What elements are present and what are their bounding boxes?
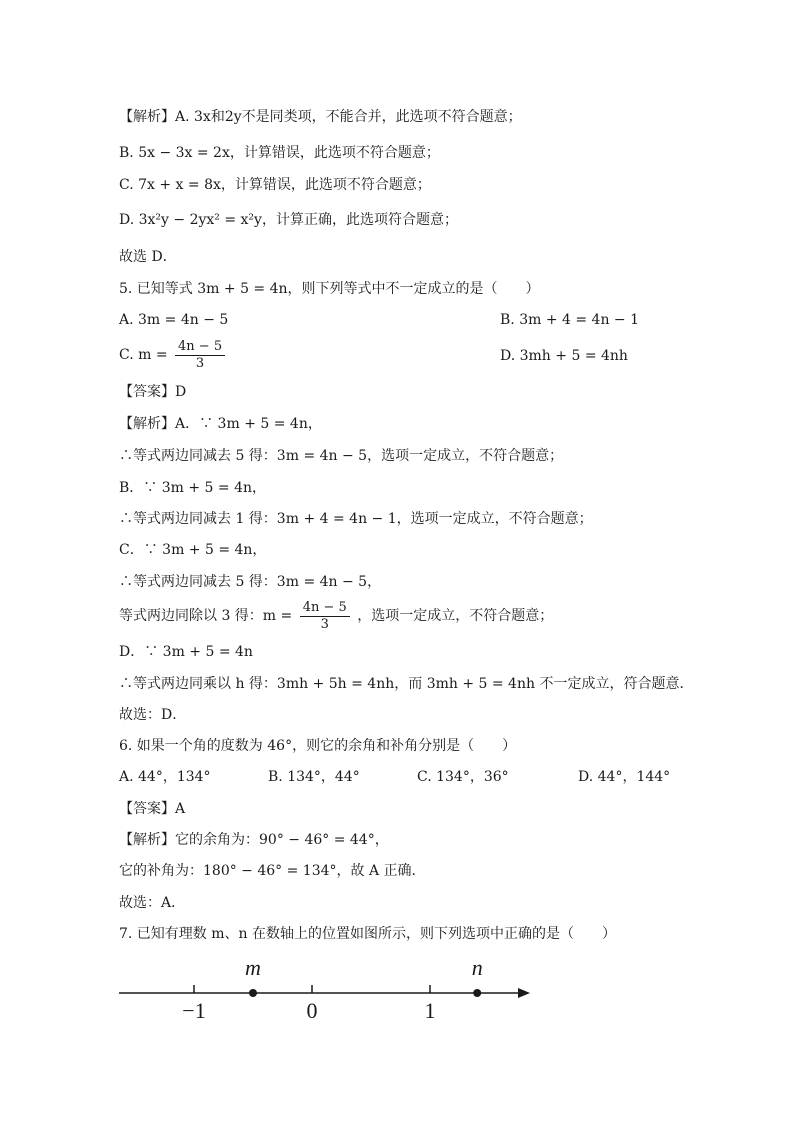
q6-option-b: B. 134°，44° (268, 769, 360, 785)
question-7-text: 7. 已知有理数 m、n 在数轴上的位置如图所示，则下列选项中正确的是（ ） (119, 926, 616, 942)
q5-solution-line-2: ∴等式两边同减去 5 得：3m = 4n − 5，选项一定成立，不符合题意； (119, 448, 564, 464)
q6-solution-line-1: 【解析】它的余角为：90° − 46° = 44°， (119, 832, 389, 848)
point-label-m: m (245, 955, 261, 980)
q5-solution-line-8: D．∵ 3m + 5 = 4n (119, 644, 253, 660)
q5-option-a: A. 3m = 4n − 5 (119, 312, 229, 328)
q5-solution-line-9: ∴等式两边同乘以 h 得：3mh + 5h = 4nh，而 3mh + 5 = 4nh 不一定成立，符合题意． (119, 676, 694, 692)
q5-answer: 【答案】D (119, 384, 187, 400)
q5-option-c-fraction (175, 339, 225, 372)
solution-analysis-d: D. 3x²y − 2yx² = x²y，计算正确，此选项符合题意； (119, 212, 458, 228)
q6-option-c: C. 134°，36° (417, 769, 509, 785)
q5-option-c-prefix: C. m = (119, 347, 168, 363)
fraction-denominator: 3 (320, 616, 329, 632)
solution-analysis-c: C. 7x + x = 8x，计算错误，此选项不符合题意； (119, 177, 431, 193)
q5-solution-line-10: 故选：D． (119, 707, 187, 723)
tick-label-minus-one: −1 (182, 998, 206, 1023)
question-6-text: 6. 如果一个角的度数为 46°，则它的余角和补角分别是（ ） (119, 738, 517, 754)
solution-analysis-a: 【解析】A. 3x和2y不是同类项，不能合并，此选项不符合题意； (119, 109, 522, 125)
point-label-n: n (471, 955, 483, 980)
q5-solution-line-6: ∴等式两边同减去 5 得：3m = 4n − 5， (119, 574, 382, 590)
axis-arrow-icon (518, 988, 530, 998)
q5-s7-suffix: ，选项一定成立，不符合题意； (357, 608, 554, 624)
q5-option-d: D. 3mh + 5 = 4nh (500, 348, 628, 364)
q5-solution-line-3: B．∵ 3m + 5 = 4n， (119, 480, 267, 496)
q5-solution-line-5: C．∵ 3m + 5 = 4n， (119, 542, 267, 558)
point-m (249, 989, 257, 997)
q6-solution-line-2: 它的补角为：180° − 46° = 134°，故 A 正确． (119, 863, 426, 879)
fraction-numerator: 4n − 5 (300, 600, 350, 617)
solution-analysis-b: B. 5x − 3x = 2x，计算错误，此选项不符合题意； (119, 145, 440, 161)
q6-answer: 【答案】A (119, 801, 186, 817)
q5-option-c (119, 337, 228, 373)
number-line-figure (0, 955, 794, 1035)
q6-option-a: A. 44°，134° (119, 769, 211, 785)
q5-solution-line-7 (119, 598, 553, 634)
tick-label-zero: 0 (306, 998, 318, 1023)
q6-option-d: D. 44°，144° (578, 769, 671, 785)
q5-solution-line-1: 【解析】A．∵ 3m + 5 = 4n， (119, 416, 322, 432)
tick-label-one: 1 (424, 998, 436, 1023)
question-5-text: 5. 已知等式 3m + 5 = 4n，则下列等式中不一定成立的是（ ） (119, 281, 540, 297)
q5-s7-fraction (300, 600, 350, 633)
q5-s7-prefix: 等式两边同除以 3 得：m = (119, 608, 293, 624)
fraction-numerator: 4n − 5 (175, 339, 225, 356)
q6-solution-line-3: 故选：A． (119, 895, 186, 911)
solution-choice: 故选 D． (119, 249, 177, 265)
point-n (473, 989, 481, 997)
q5-solution-line-4: ∴等式两边同减去 1 得：3m + 4 = 4n − 1，选项一定成立，不符合题意； (119, 511, 593, 527)
fraction-denominator: 3 (195, 355, 205, 371)
q5-option-b: B. 3m + 4 = 4n − 1 (500, 312, 640, 328)
